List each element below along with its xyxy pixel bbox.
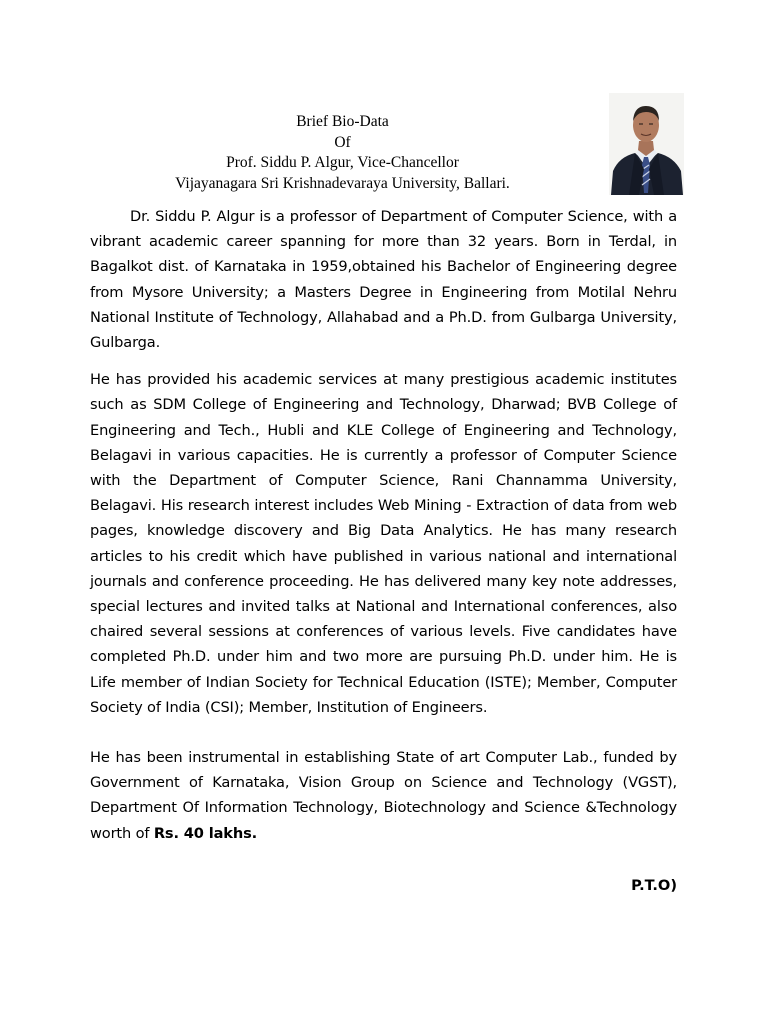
- bio-paragraph-3-text: He has been instrumental in establishing State of art Computer Lab., funded by Government of Karnataka, Vision Group on Science and Technology (VGST), Department Of Information Technology, Biotechnology and Science &Technology worth of: [90, 749, 677, 842]
- header-university: Vijayanagara Sri Krishnadevaraya University, Ballari.: [175, 174, 510, 192]
- pto-note: P.T.O): [631, 877, 677, 894]
- bio-paragraph-2: He has provided his academic services at many prestigious academic institutes such as SDM College of Engineering and Technology, Dharwad; BVB College of Engineering and Tech., Hubli and KLE College of Engineering and Technology, Belagavi in various capacities. He is currently a professor of Computer Science with the Department of Computer Science, Rani Channamma University, Belagavi. His research interest includes Web Mining - Extraction of data from web pages, knowledge discovery and Big Data Analytics. He has many research articles to his credit which have published in various national and international journals and conference proceeding. He has delivered many key note addresses, special lectures and invited talks at National and International conferences, also chaired several sessions at conferences of various levels. Five candidates have completed Ph.D. under him and two more are pursuing Ph.D. under him. He is Life member of Indian Society for Technical Education (ISTE); Member, Computer Society of India (CSI); Member, Institution of Engineers.: [90, 371, 677, 716]
- header-name: Prof. Siddu P. Algur, Vice-Chancellor: [226, 154, 459, 171]
- header-of: Of: [334, 133, 351, 151]
- header-title: Brief Bio-Data: [296, 113, 389, 130]
- profile-photo: [609, 93, 684, 195]
- document-body: [90, 204, 677, 846]
- bio-paragraph-3: [90, 745, 677, 846]
- bio-paragraph-1: Dr. Siddu P. Algur is a professor of Department of Computer Science, with a vibrant academic career spanning for more than 32 years. Born in Terdal, in Bagalkot dist. of Karnataka in 1959,obtained his Bachelor of Engineering degree from Mysore University; a Masters Degree in Engineering from Motilal Nehru National Institute of Technology, Allahabad and a Ph.D. from Gulbarga University, Gulbarga.: [90, 208, 677, 352]
- profile-photo-image: [609, 93, 684, 195]
- funding-amount: Rs. 40 lakhs.: [153, 824, 258, 842]
- document-header: [90, 112, 595, 194]
